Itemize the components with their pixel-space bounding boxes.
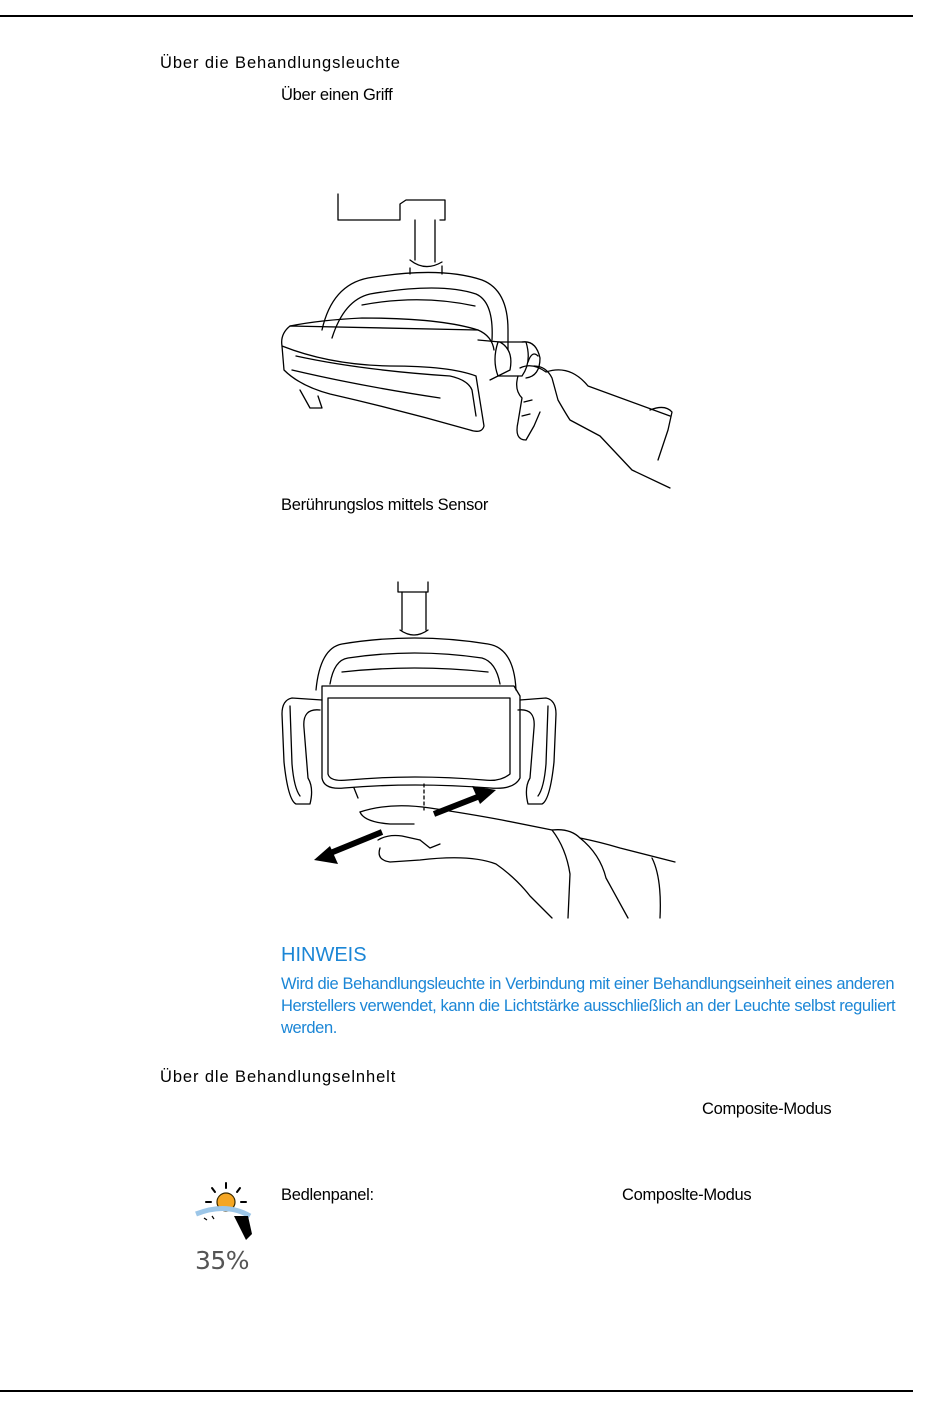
lamp-sensor-illustration (270, 578, 680, 923)
composite-light-icon (190, 1180, 260, 1242)
control-panel-mode-label: Composlte-Modus (622, 1186, 752, 1204)
composite-mode-label: Composite-Modus (702, 1100, 832, 1118)
top-rule (0, 15, 913, 17)
handle-label: Über einen Griff (281, 86, 393, 104)
note-heading: HINWEIS (281, 944, 367, 966)
brightness-percent: 35% (195, 1246, 250, 1275)
note-text: Wird die Behandlungsleuchte in Verbindung mit einer Behandlungseinheit eines anderen Herstellers verwendet, kann die Lichtstärke ausschließlich an der Leuchte selbst reguliert werden. (281, 975, 896, 1037)
bottom-rule (0, 1390, 913, 1392)
section-title-unit: Über dle Behandlungselnhelt (160, 1068, 397, 1086)
sensor-label: Berührungslos mittels Sensor (281, 496, 489, 514)
section-title-light: Über die Behandlungsleuchte (160, 54, 401, 72)
control-panel-label: Bedlenpanel: (281, 1186, 374, 1204)
lamp-handle-illustration (270, 190, 680, 490)
